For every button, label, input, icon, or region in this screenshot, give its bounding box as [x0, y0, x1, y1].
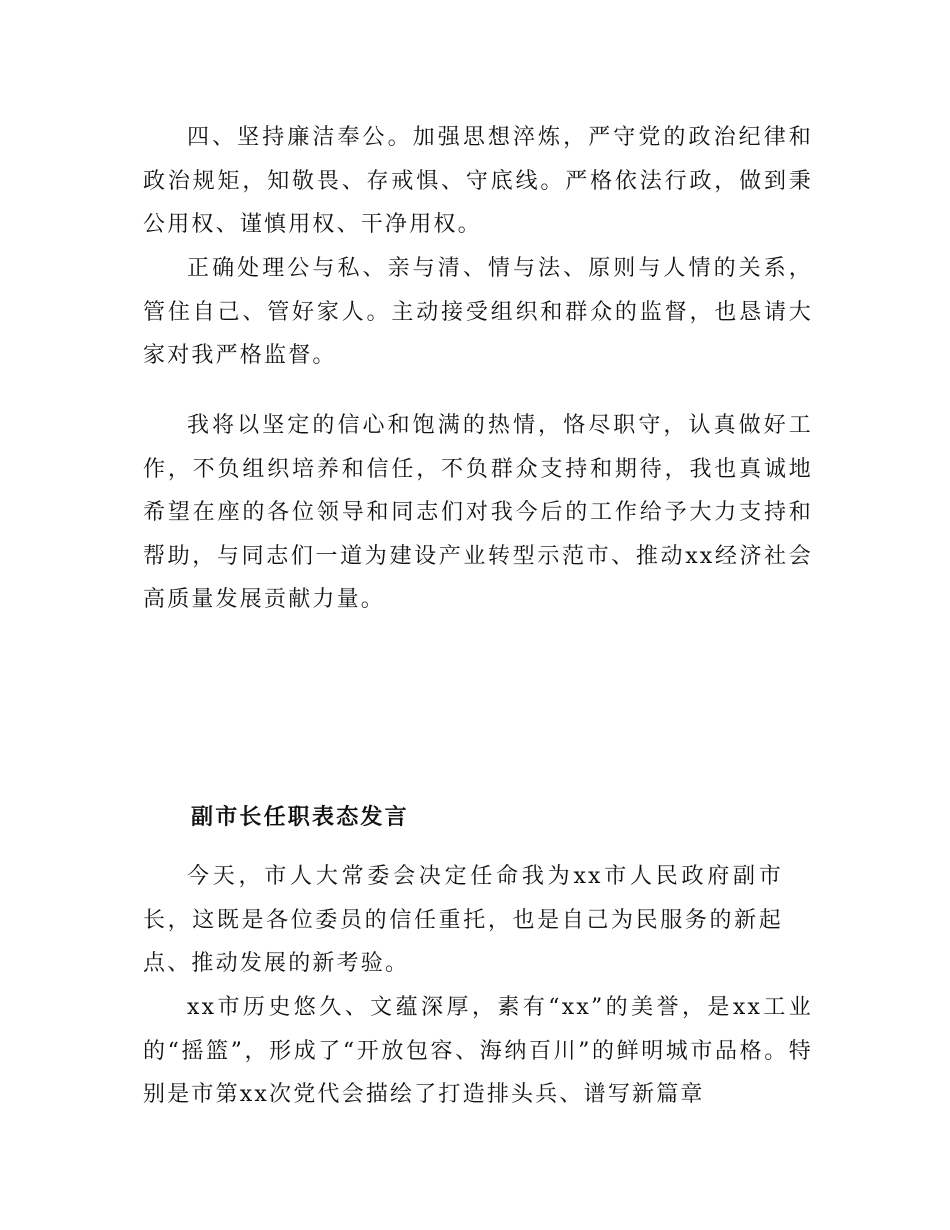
- paragraph-appointment: 今天，市人大常委会决定任命我为xx市人民政府副市长，这既是各位委员的信任重托，也是自己为民服务的新起点、推动发展的新考验。: [143, 864, 783, 976]
- section-title: 副市长任职表态发言: [191, 804, 409, 830]
- paragraph-city-history: xx市历史悠久、文蕴深厚，素有“xx”的美誉，是xx工业的“摇篮”，形成了“开放包容、海纳百川”的鲜明城市品格。特别是市第xx次党代会描绘了打造排头兵、谱写新篇章: [143, 995, 813, 1107]
- paragraph-integrity: 四、坚持廉洁奉公。加强思想淬炼，严守党的政治纪律和政治规矩，知敬畏、存戒惧、守底线。严格依法行政，做到秉公用权、谨慎用权、干净用权。: [143, 125, 813, 237]
- paragraph-public-private: 正确处理公与私、亲与清、情与法、原则与人情的关系，管住自己、管好家人。主动接受组织和群众的监督，也恳请大家对我严格监督。: [143, 256, 813, 368]
- paragraph-commitment: 我将以坚定的信心和饱满的热情，恪尽职守，认真做好工作，不负组织培养和信任，不负群众支持和期待，我也真诚地希望在座的各位领导和同志们对我今后的工作给予大力支持和帮助，与同志们一道为建设产业转型示范市、推动xx经济社会高质量发展贡献力量。: [143, 413, 813, 612]
